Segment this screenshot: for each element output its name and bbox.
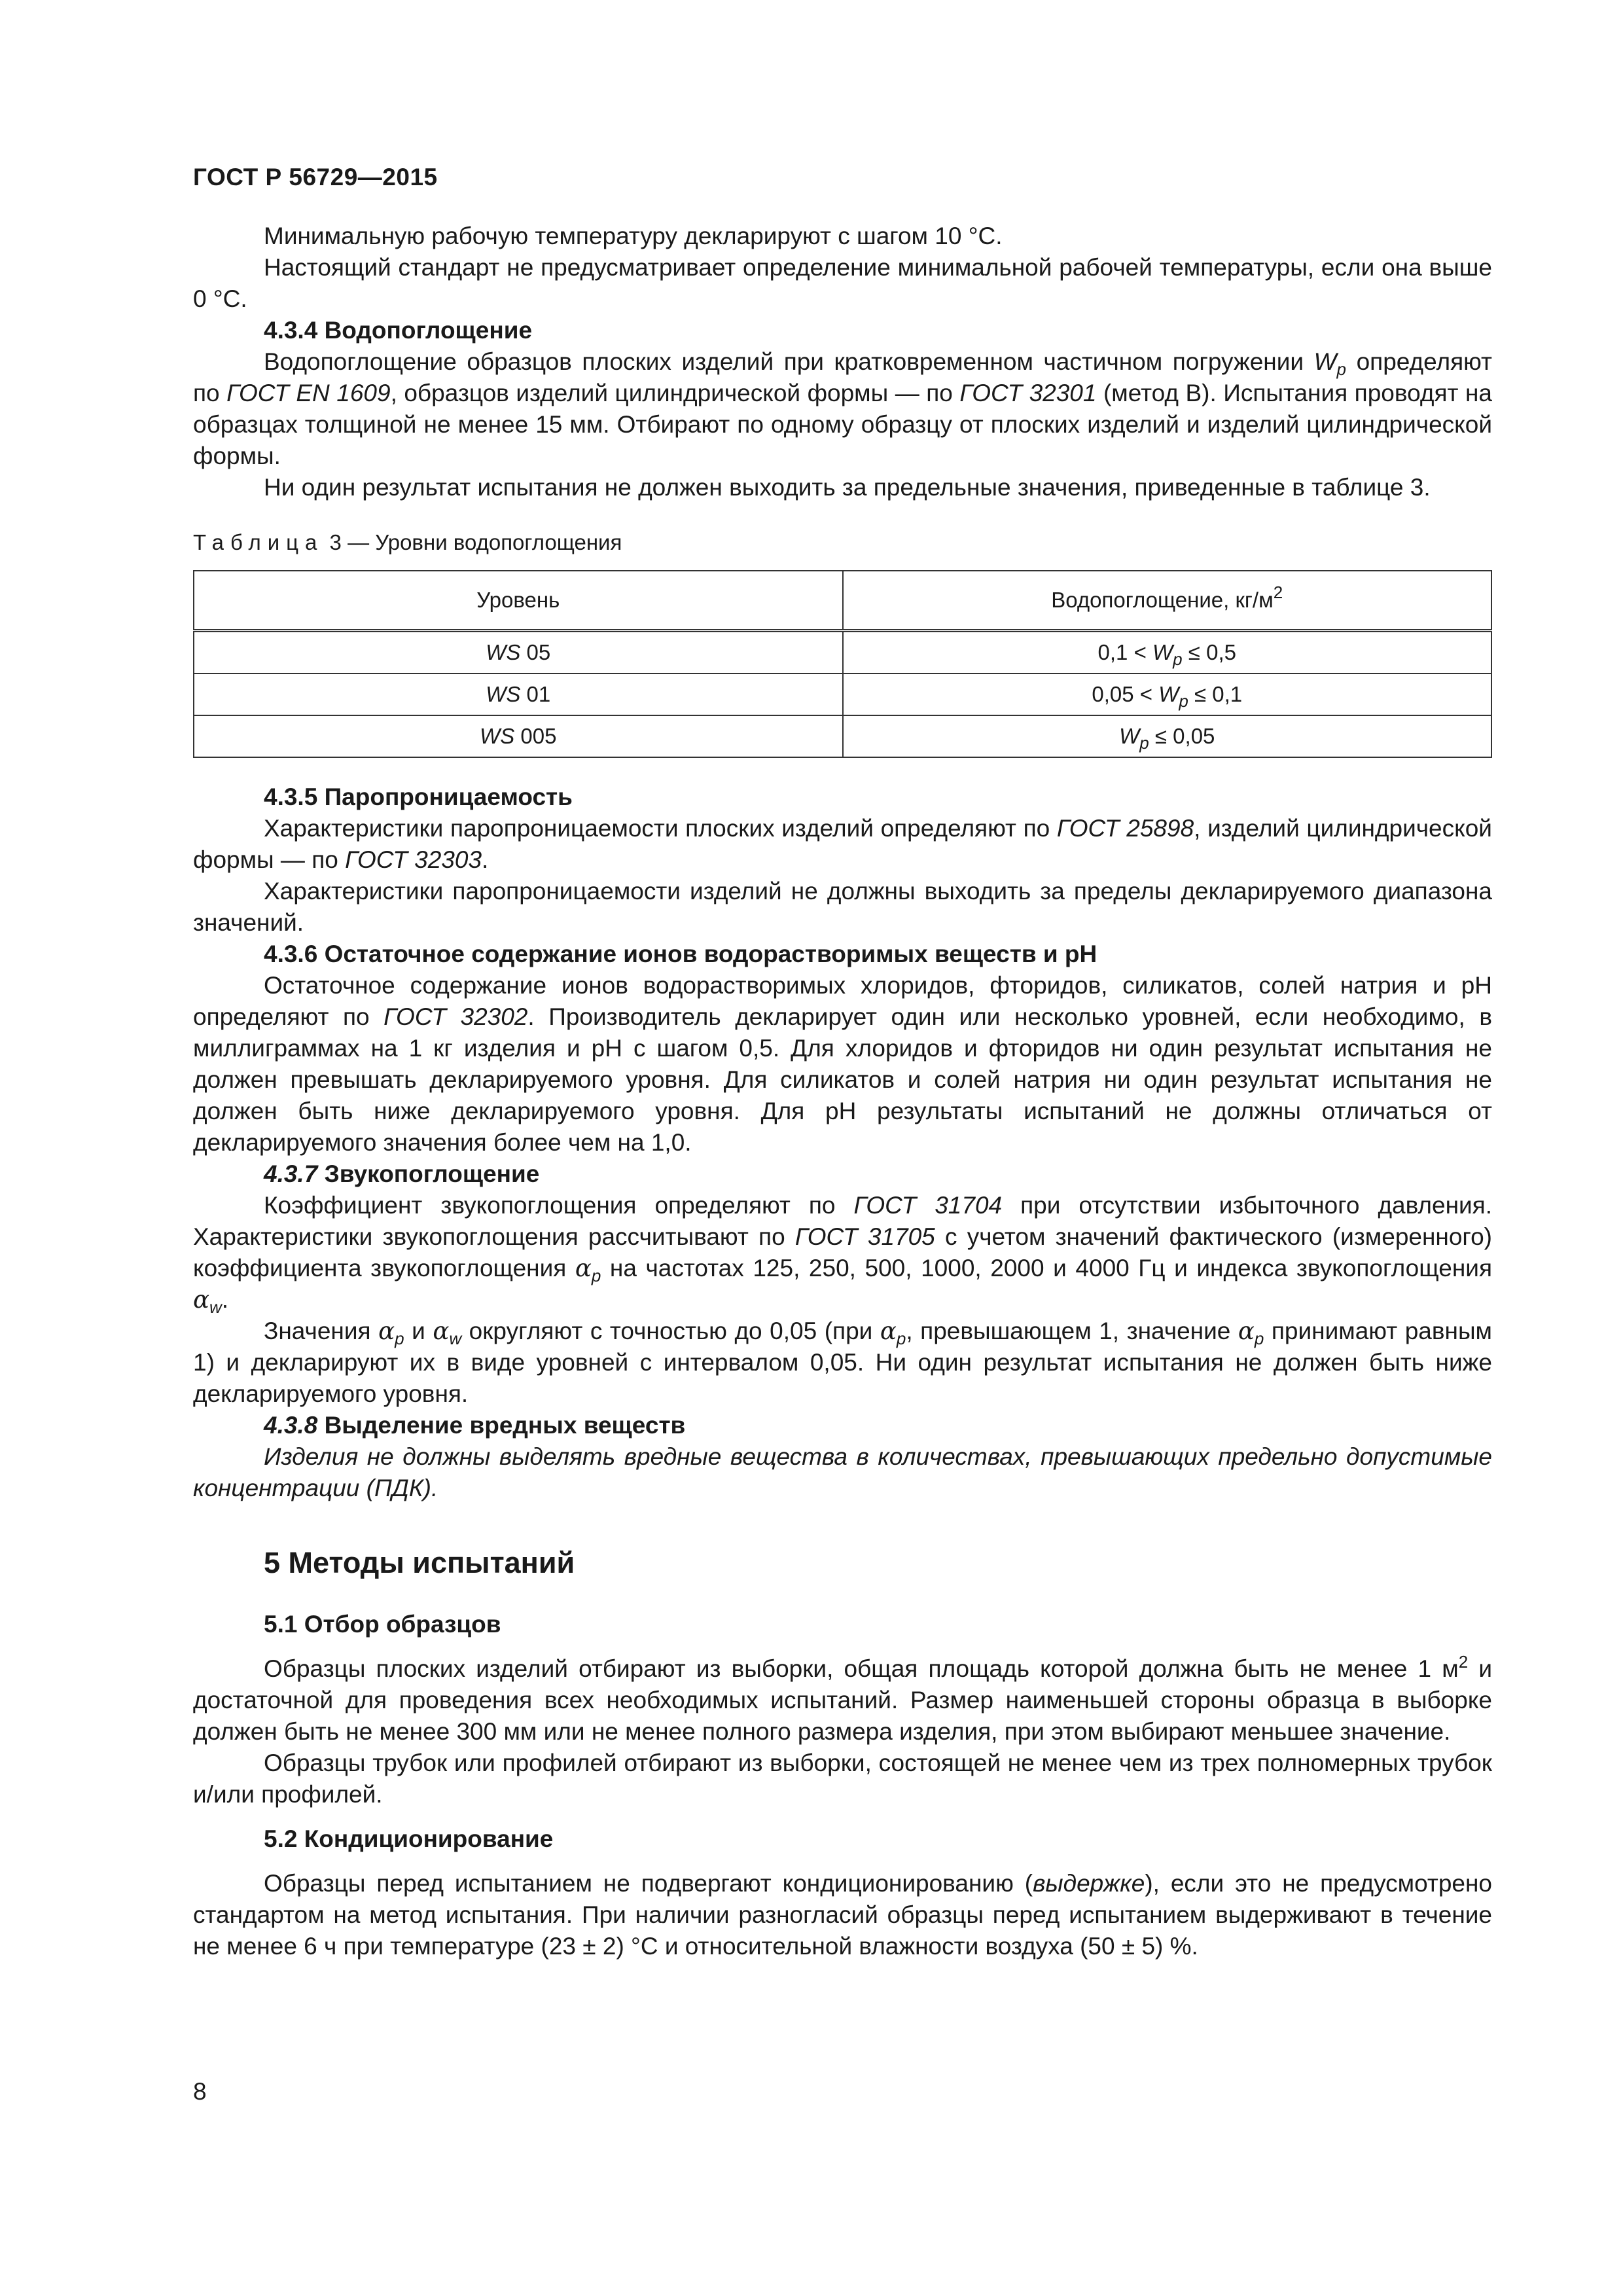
document-page — [193, 164, 1492, 1962]
table-3-water-absorption — [193, 570, 1492, 758]
document-id-header: ГОСТ Р 56729—2015 — [193, 164, 438, 190]
section-5-1-paragraph-2: Образцы трубок или профилей отбирают из выборки, состоящей не менее чем из трех полномерных трубок и/или профилей. — [193, 1749, 1492, 1808]
table-3-caption: Таблица 3 — Уровни водопоглощения — [193, 530, 622, 554]
table-row — [194, 673, 1491, 715]
section-5-1-paragraph-1: Образцы плоских изделий отбирают из выборки, общая площадь которой должна быть не менее 1 $м^2$ и достаточной для проведения всех необходимых испытаний. Размер наименьшей стороны образца в выборке должен быть не менее 300 мм или не менее полного размера изделия, при этом выбирают меньшее значение. — [193, 1652, 1492, 1745]
section-4-3-5-paragraph-2: Характеристики паропроницаемости изделий не должны выходить за пределы декларируемого диапазона значений. — [193, 878, 1492, 936]
section-4-3-6-paragraph-1: Остаточное содержание ионов водорастворимых хлоридов, фторидов, силикатов, солей натрия и рН определяют по ГОСТ 32302. Производитель декларирует один или несколько уровней, если необходимо, в миллиграммах на 1 кг изделия и рН с шагом 0,5. Для хлоридов и фторидов ни один результат испытания не должен превышать декларируемого уровня. Для силикатов и солей натрия ни один результат испытания не должен быть ниже декларируемого уровня. Для рН результаты испытаний не должны отличаться от декларируемого значения более чем на 1,0. — [193, 972, 1492, 1156]
section-4-3-4-paragraph-1: Водопоглощение образцов плоских изделий при кратковременном частичном погружении $W_p$ определяют по ГОСТ EN 1609, образцов изделий цилиндрической формы — по ГОСТ 32301 (метод В). Испытания проводят на образцах толщиной не менее 15 мм. Отбирают по одному образцу от плоских изделий и изделий цилиндрической формы. — [193, 348, 1492, 469]
table-cell-level: WS 005 — [194, 715, 843, 757]
section-4-3-5-title: 4.3.5 Паропроницаемость — [264, 783, 573, 810]
section-4-3-8-title: 4.3.8 Выделение вредных веществ — [264, 1412, 686, 1439]
section-4-3-5-paragraph-1: Характеристики паропроницаемости плоских изделий определяют по ГОСТ 25898, изделий цилиндрической формы — по ГОСТ 32303. — [193, 815, 1492, 873]
table-cell-level: WS 01 — [194, 673, 843, 715]
section-4-3-4-title: 4.3.4 Водопоглощение — [264, 317, 533, 344]
table-header-row — [194, 571, 1491, 631]
reference-gost-31704: ГОСТ 31704 — [853, 1192, 1003, 1219]
section-4-3-8-paragraph-1: Изделия не должны выделять вредные вещества в количествах, превышающих предельно допустимые концентрации (ПДК). — [193, 1443, 1492, 1501]
reference-gost-32301: ГОСТ 32301 — [959, 380, 1097, 406]
reference-gost-en-1609: ГОСТ EN 1609 — [226, 380, 391, 406]
reference-gost-32302: ГОСТ 32302 — [383, 1003, 528, 1030]
section-4-3-6-title: 4.3.6 Остаточное содержание ионов водорастворимых веществ и рН — [264, 941, 1097, 967]
section-4-3-4-paragraph-2: Ни один результат испытания не должен выходить за предельные значения, приведенные в таблице 3. — [264, 474, 1431, 501]
intro-paragraph-1: Минимальную рабочую температуру декларируют с шагом 10 °С. — [264, 223, 1003, 249]
section-5-2-title: 5.2 Кондиционирование — [264, 1825, 554, 1852]
intro-paragraph-2: Настоящий стандарт не предусматривает определение минимальной рабочей температуры, если она выше 0 °С. — [193, 254, 1492, 312]
table-cell-value: $W_p \le 0,05$ — [843, 715, 1492, 757]
section-4-3-7-title: 4.3.7 Звукопоглощение — [264, 1160, 540, 1187]
section-4-3-7-paragraph-2: Значения $\alpha_p$ и $\alpha_w$ округляют с точностью до 0,05 (при $\alpha_p$, превышающем 1, значение $\alpha_p$ принимают равным 1) и декларируют их в виде уровней с интервалом 0,05. Ни один результат испытания не должен быть ниже декларируемого уровня. — [193, 1317, 1492, 1407]
page-number: 8 — [193, 2078, 207, 2105]
section-5-2-paragraph-1: Образцы перед испытанием не подвергают кондиционированию (выдержке), если это не предусмотрено стандартом на метод испытания. При наличии разногласий образцы перед испытанием выдерживают в течение не менее 6 ч при температуре (23 ± 2) °С и относительной влажности воздуха (50 ± 5) %. — [193, 1870, 1493, 1960]
reference-gost-32303: ГОСТ 32303 — [345, 846, 482, 873]
section-4-3-7-paragraph-1: Коэффициент звукопоглощения определяют по ГОСТ 31704 при отсутствии избыточного давления. Характеристики звукопоглощения рассчитывают по ГОСТ 31705 с учетом значений фактического (измеренного) коэффициента звукопоглощения $\alpha_p$ на частотах 125, 250, 500, 1000, 2000 и 4000 Гц и индекса звукопоглощения $\alpha_w$. — [193, 1192, 1492, 1317]
column-header-absorption: Водопоглощение, $кг/м^2$ — [843, 571, 1492, 631]
column-header-level: Уровень — [194, 571, 843, 631]
reference-gost-31705: ГОСТ 31705 — [794, 1223, 935, 1250]
table-row — [194, 631, 1491, 674]
table-cell-level: WS 05 — [194, 631, 843, 674]
reference-gost-25898: ГОСТ 25898 — [1056, 815, 1194, 842]
table-row — [194, 715, 1491, 757]
section-5-title: 5 Методы испытаний — [264, 1546, 575, 1579]
section-5-1-title: 5.1 Отбор образцов — [264, 1611, 501, 1638]
table-cell-value: $0,05 < W_p \le 0,1$ — [843, 673, 1492, 715]
table-cell-value: $0,1 < W_p \le 0,5$ — [843, 631, 1492, 674]
